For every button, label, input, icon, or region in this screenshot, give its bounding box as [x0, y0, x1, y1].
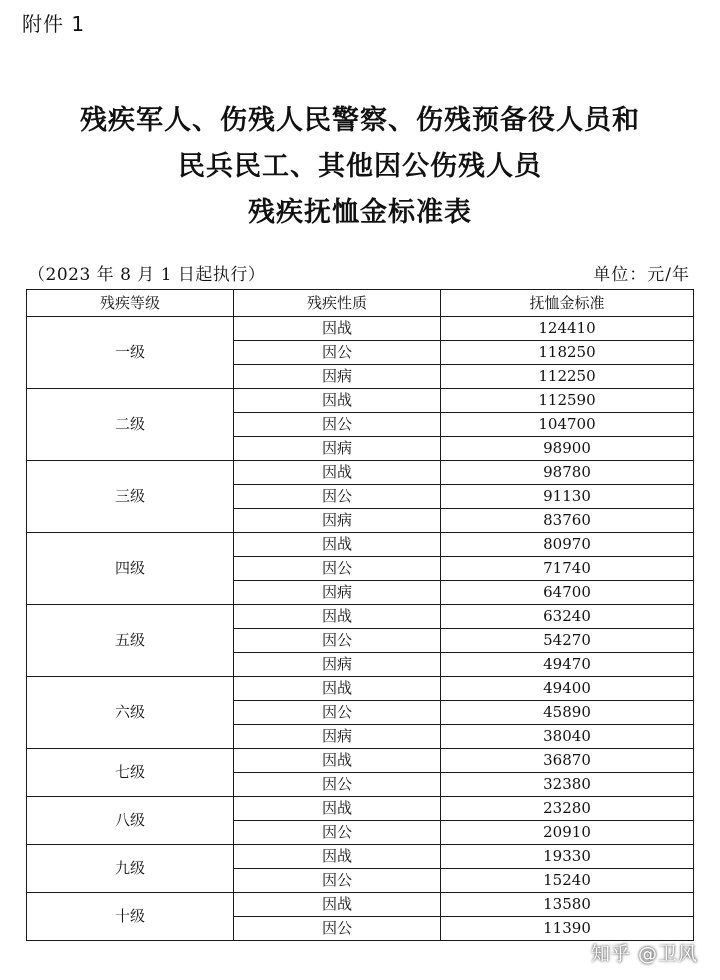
amount-cell: 45890	[441, 701, 694, 725]
amount-cell: 49400	[441, 677, 694, 701]
amount-cell: 98780	[441, 461, 694, 485]
amount-cell: 38040	[441, 725, 694, 749]
nature-cell: 因战	[234, 605, 441, 629]
table-body	[27, 317, 694, 941]
header-amount: 抚恤金标准	[441, 290, 694, 317]
table-row	[27, 389, 694, 413]
watermark: 知乎 @卫风	[590, 943, 698, 965]
nature-cell: 因战	[234, 749, 441, 773]
nature-cell: 因战	[234, 461, 441, 485]
nature-cell: 因公	[234, 869, 441, 893]
level-cell: 六级	[27, 677, 234, 749]
level-cell: 九级	[27, 845, 234, 893]
nature-cell: 因公	[234, 629, 441, 653]
amount-cell: 104700	[441, 413, 694, 437]
amount-cell: 19330	[441, 845, 694, 869]
nature-cell: 因公	[234, 773, 441, 797]
table-row	[27, 845, 694, 869]
document-title	[0, 98, 720, 236]
nature-cell: 因病	[234, 725, 441, 749]
amount-cell: 49470	[441, 653, 694, 677]
level-cell: 五级	[27, 605, 234, 677]
nature-cell: 因公	[234, 341, 441, 365]
table-row	[27, 533, 694, 557]
level-cell: 二级	[27, 389, 234, 461]
nature-cell: 因战	[234, 389, 441, 413]
nature-cell: 因病	[234, 365, 441, 389]
amount-cell: 98900	[441, 437, 694, 461]
amount-cell: 32380	[441, 773, 694, 797]
nature-cell: 因公	[234, 557, 441, 581]
header-nature: 残疾性质	[234, 290, 441, 317]
title-line-2: 民兵民工、其他因公伤残人员	[178, 151, 542, 182]
amount-cell: 64700	[441, 581, 694, 605]
level-cell: 十级	[27, 893, 234, 941]
table-row	[27, 677, 694, 701]
amount-cell: 15240	[441, 869, 694, 893]
nature-cell: 因病	[234, 653, 441, 677]
amount-cell: 71740	[441, 557, 694, 581]
nature-cell: 因战	[234, 845, 441, 869]
nature-cell: 因公	[234, 485, 441, 509]
table-row	[27, 749, 694, 773]
nature-cell: 因战	[234, 533, 441, 557]
title-line-1: 残疾军人、伤残人民警察、伤残预备役人员和	[80, 105, 640, 136]
level-cell: 八级	[27, 797, 234, 845]
header-level: 残疾等级	[27, 290, 234, 317]
table-row	[27, 893, 694, 917]
amount-cell: 11390	[441, 917, 694, 941]
level-cell: 七级	[27, 749, 234, 797]
level-cell: 一级	[27, 317, 234, 389]
amount-cell: 23280	[441, 797, 694, 821]
nature-cell: 因战	[234, 317, 441, 341]
effective-date-note: （2023 年 8 月 1 日起执行）	[28, 265, 266, 285]
amount-cell: 124410	[441, 317, 694, 341]
table-row	[27, 797, 694, 821]
amount-cell: 118250	[441, 341, 694, 365]
amount-cell: 112250	[441, 365, 694, 389]
unit-note: 单位：元/年	[593, 265, 690, 285]
amount-cell: 83760	[441, 509, 694, 533]
nature-cell: 因病	[234, 437, 441, 461]
nature-cell: 因公	[234, 413, 441, 437]
pension-standard-table	[26, 289, 694, 941]
nature-cell: 因战	[234, 893, 441, 917]
nature-cell: 因战	[234, 677, 441, 701]
nature-cell: 因战	[234, 797, 441, 821]
amount-cell: 36870	[441, 749, 694, 773]
amount-cell: 20910	[441, 821, 694, 845]
nature-cell: 因公	[234, 701, 441, 725]
level-cell: 四级	[27, 533, 234, 605]
nature-cell: 因公	[234, 821, 441, 845]
amount-cell: 63240	[441, 605, 694, 629]
nature-cell: 因病	[234, 509, 441, 533]
table-row	[27, 461, 694, 485]
amount-cell: 54270	[441, 629, 694, 653]
nature-cell: 因病	[234, 581, 441, 605]
table-row	[27, 605, 694, 629]
amount-cell: 91130	[441, 485, 694, 509]
nature-cell: 因公	[234, 917, 441, 941]
table-row	[27, 317, 694, 341]
amount-cell: 112590	[441, 389, 694, 413]
level-cell: 三级	[27, 461, 234, 533]
amount-cell: 80970	[441, 533, 694, 557]
amount-cell: 13580	[441, 893, 694, 917]
title-line-3: 残疾抚恤金标准表	[248, 197, 472, 228]
table-header-row	[27, 290, 694, 317]
attachment-label: 附件 1	[22, 12, 86, 36]
